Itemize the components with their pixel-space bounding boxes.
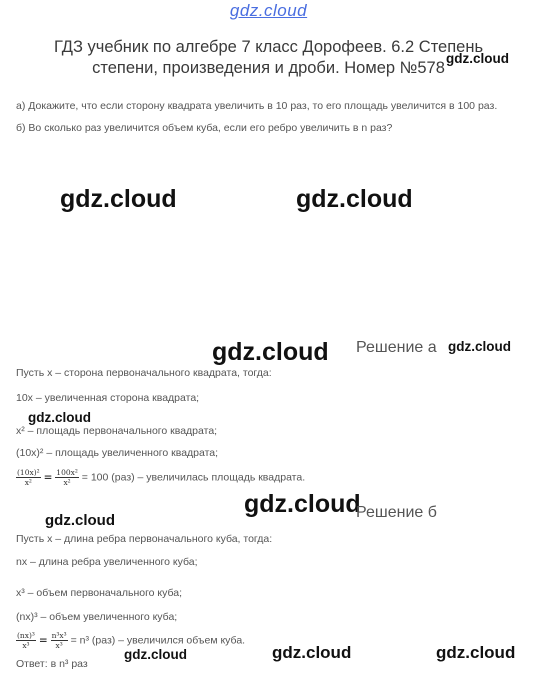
- fraction: $\frac{\text{(nx)³}}{\text{x³}}$: [17, 631, 35, 650]
- watermark: gdz.cloud: [296, 185, 413, 213]
- watermark: gdz.cloud: [124, 647, 187, 662]
- solution-b-line-1: Пусть x – длина ребра первоначального куба, тогда:: [16, 533, 273, 545]
- watermark: gdz.cloud: [272, 643, 352, 662]
- site-logo[interactable]: gdz.cloud: [229, 1, 308, 20]
- solution-a-line-5: $\frac{\text{(10x)²}}{\text{x²}}$ = $\frac{\text{100x²}}{\text{x²}}$ = 100 (раз) – увеличилась площадь квадрата.: [17, 468, 306, 487]
- watermark: gdz.cloud: [212, 338, 329, 366]
- solution-a-heading: Решение а: [356, 339, 437, 356]
- watermark: gdz.cloud: [45, 512, 115, 529]
- solution-b-heading: Решение б: [356, 504, 437, 521]
- solution-b-line-5: $\frac{\text{(nx)³}}{\text{x³}}$ = $\frac{\text{n³x³}}{\text{x³}}$ = n³ (раз) – увеличился объем куба.: [17, 631, 246, 650]
- solution-a-line-1: Пусть x – сторона первоначального квадрата, тогда:: [16, 367, 272, 379]
- watermark: gdz.cloud: [28, 410, 91, 425]
- page-title-line-1: ГДЗ учебник по алгебре 7 класс Дорофеев. 6.2 Степень: [53, 38, 484, 56]
- solution-a-line-4: (10x)² – площадь увеличенного квадрата;: [16, 447, 219, 459]
- solution-a-line-2: 10x – увеличенная сторона квадрата;: [16, 392, 200, 404]
- solution-b-line-3: x³ – объем первоначального куба;: [16, 587, 183, 599]
- fraction: $\frac{\text{n³x³}}{\text{x³}}$: [51, 631, 67, 650]
- solution-b-answer: Ответ: в n³ раз: [16, 658, 88, 670]
- solution-b-line-4: (nx)³ – объем увеличенного куба;: [16, 611, 178, 623]
- watermark: gdz.cloud: [446, 51, 509, 66]
- fraction: $\frac{\text{(10x)²}}{\text{x²}}$: [17, 468, 40, 487]
- watermark: gdz.cloud: [60, 185, 177, 213]
- watermark: gdz.cloud: [448, 339, 511, 354]
- page-title-line-2: степени, произведения и дроби. Номер №578: [92, 59, 445, 77]
- watermark: gdz.cloud: [436, 643, 516, 662]
- watermark: gdz.cloud: [244, 490, 361, 518]
- task-b-text: б) Во сколько раз увеличится объем куба, если его ребро увеличить в n раз?: [16, 122, 393, 134]
- task-a-text: а) Докажите, что если сторону квадрата увеличить в 10 раз, то его площадь увеличится в 100 раз.: [16, 100, 498, 112]
- solution-b-line-2: nx – длина ребра увеличенного куба;: [16, 556, 198, 568]
- solution-a-line-3: x² – площадь первоначального квадрата;: [16, 425, 218, 437]
- fraction: $\frac{\text{100x²}}{\text{x²}}$: [56, 468, 78, 487]
